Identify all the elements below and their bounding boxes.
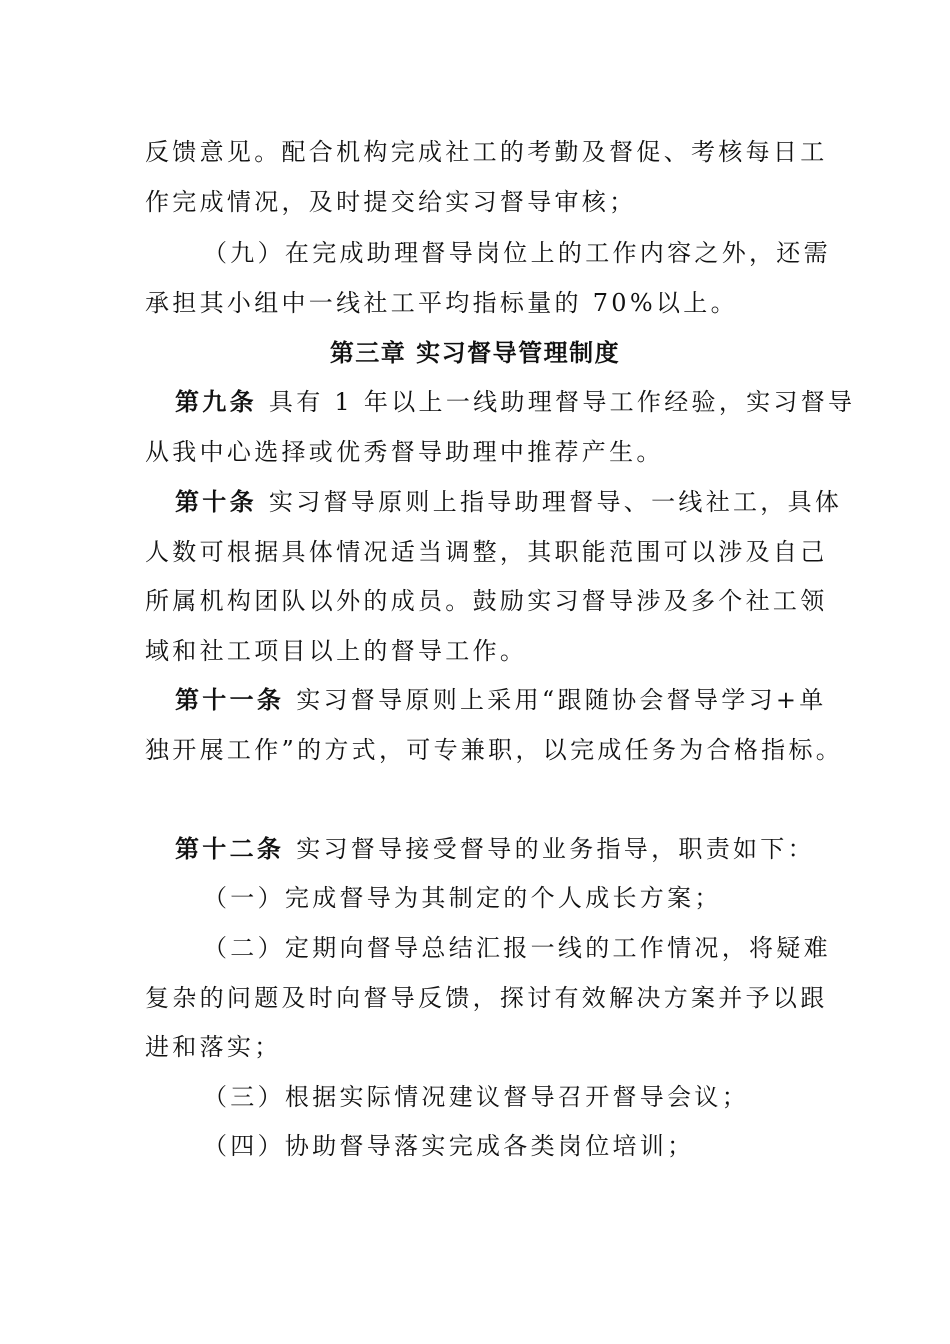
article-text: 实习督导原则上指导助理督导、一线社工，具体 <box>268 488 843 516</box>
article-text: 实习督导接受督导的业务指导，职责如下： <box>296 835 815 863</box>
text-line: 域和社工项目以上的督导工作。 <box>145 637 528 665</box>
list-item: （三）根据实际情况建议督导召开督导会议； <box>203 1083 749 1111</box>
chapter-title: 第三章 实习督导管理制度 <box>329 338 621 367</box>
text-line: 复杂的问题及时向督导反馈，探讨有效解决方案并予以跟 <box>145 984 828 1012</box>
article-label: 第十条 <box>175 487 257 516</box>
article-9-line-1 <box>175 386 855 418</box>
text-line: 承担其小组中一线社工平均指标量的 70%以上。 <box>145 289 738 317</box>
text-line: 反馈意见。配合机构完成社工的考勤及督促、考核每日工 <box>145 138 828 166</box>
text-line: 进和落实； <box>145 1033 282 1061</box>
article-11-line-1 <box>175 684 827 716</box>
text-line: 人数可根据具体情况适当调整，其职能范围可以涉及自己 <box>145 538 828 566</box>
text-line: 所属机构团队以外的成员。鼓励实习督导涉及多个社工领 <box>145 587 828 615</box>
article-label: 第十一条 <box>175 685 285 714</box>
text-line: 从我中心选择或优秀督导助理中推荐产生。 <box>145 438 664 466</box>
text-line: 作完成情况，及时提交给实习督导审核； <box>145 188 637 216</box>
list-item: （四）协助督导落实完成各类岗位培训； <box>203 1132 695 1160</box>
article-10-line-1 <box>175 486 842 518</box>
text-line: （九）在完成助理督导岗位上的工作内容之外，还需 <box>203 239 831 267</box>
article-text: 具有 1 年以上一线助理督导工作经验，实习督导 <box>268 388 856 416</box>
article-text: 实习督导原则上采用“跟随协会督导学习+单 <box>296 686 827 714</box>
article-12-line-1 <box>175 833 815 865</box>
article-label: 第九条 <box>175 387 257 416</box>
article-label: 第十二条 <box>175 834 285 863</box>
list-item: （二）定期向督导总结汇报一线的工作情况，将疑难 <box>203 934 831 962</box>
list-item: （一）完成督导为其制定的个人成长方案； <box>203 884 722 912</box>
text-line: 独开展工作”的方式，可专兼职，以完成任务为合格指标。 <box>145 736 844 764</box>
